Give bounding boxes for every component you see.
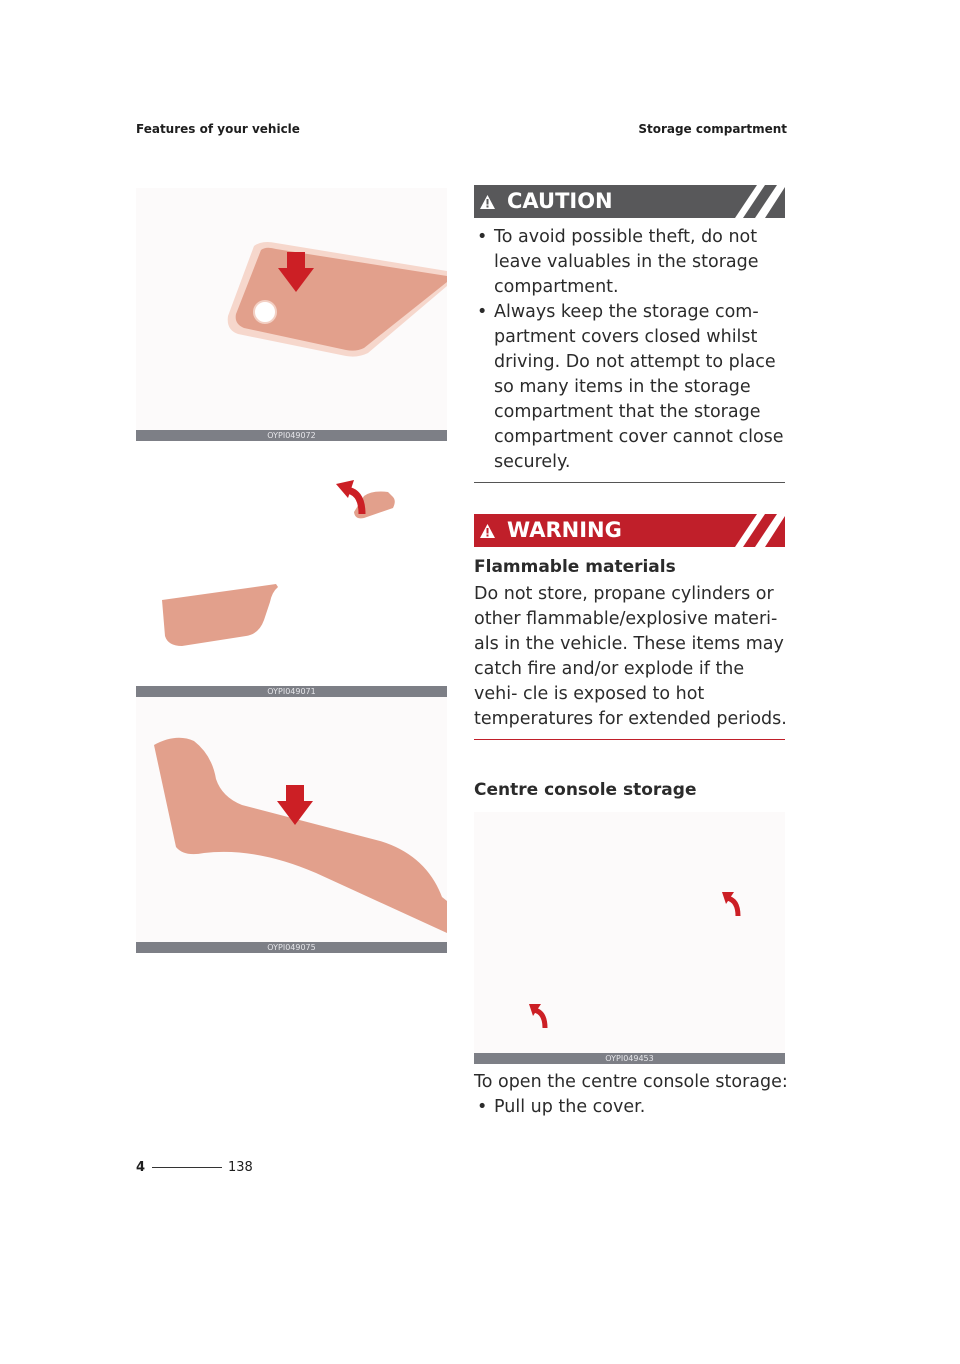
page-number: 138 <box>228 1160 253 1175</box>
topic-title: Storage compartment <box>638 122 787 136</box>
figure-armrest-storage <box>136 697 447 953</box>
console-steps <box>474 1095 785 1120</box>
figure-code: OYPI049453 <box>474 1053 785 1064</box>
section-title: Features of your vehicle <box>136 122 300 136</box>
warning-triangle-icon <box>480 524 495 538</box>
list-item: • Pull up the cover. <box>477 1097 646 1117</box>
warning-title: Flammable materials <box>474 557 676 577</box>
chapter-number: 4 <box>136 1160 146 1175</box>
caution-banner <box>474 185 785 218</box>
console-illustration <box>474 812 785 1064</box>
figure-glovebox-close <box>136 188 447 441</box>
list-item-text: Always keep the storage com- partment covers closed whilst driving. Do not attempt to place so many items in the storage compartment that the storage compartment cover cannot close securely. <box>494 302 784 472</box>
console-intro: To open the centre console storage: <box>474 1072 788 1092</box>
banner-stripes <box>725 514 785 547</box>
banner-stripes <box>725 185 785 218</box>
caution-list <box>474 225 785 475</box>
list-item-text: Pull up the cover. <box>494 1097 646 1117</box>
caution-divider <box>474 482 785 483</box>
pull-up-arrow-icon <box>722 892 738 916</box>
warning-banner <box>474 514 785 547</box>
sunglass-holder-illustration <box>136 452 447 697</box>
pull-up-arrow-icon <box>529 1004 545 1028</box>
caution-label: CAUTION <box>507 189 613 213</box>
figure-code: OYPI049072 <box>136 430 447 441</box>
section-heading: Centre console storage <box>474 780 697 800</box>
figure-code: OYPI049075 <box>136 942 447 953</box>
list-item: • Always keep the storage com- partment covers closed whilst driving. Do not attempt to place so many items in the storage compartment that the storage compartment cover cannot close securely. <box>477 302 784 472</box>
warning-divider <box>474 739 785 740</box>
list-item: • To avoid possible theft, do not leave valuables in the storage compartment. <box>477 227 759 297</box>
footer-divider <box>152 1167 222 1168</box>
figure-code: OYPI049071 <box>136 686 447 697</box>
warning-triangle-icon <box>480 195 495 209</box>
glovebox-illustration <box>136 188 447 441</box>
list-item-text: To avoid possible theft, do not leave valuables in the storage compartment. <box>494 227 759 297</box>
figure-centre-console <box>474 812 785 1064</box>
figure-sunglass-holder <box>136 452 447 697</box>
warning-text: Do not store, propane cylinders or other flammable/explosive materi- als in the vehicle. These items may catch fire and/or explode if the vehi- cle is exposed to hot temperatures for extended periods. <box>474 584 787 729</box>
armrest-illustration <box>136 697 447 953</box>
warning-label: WARNING <box>507 518 622 542</box>
